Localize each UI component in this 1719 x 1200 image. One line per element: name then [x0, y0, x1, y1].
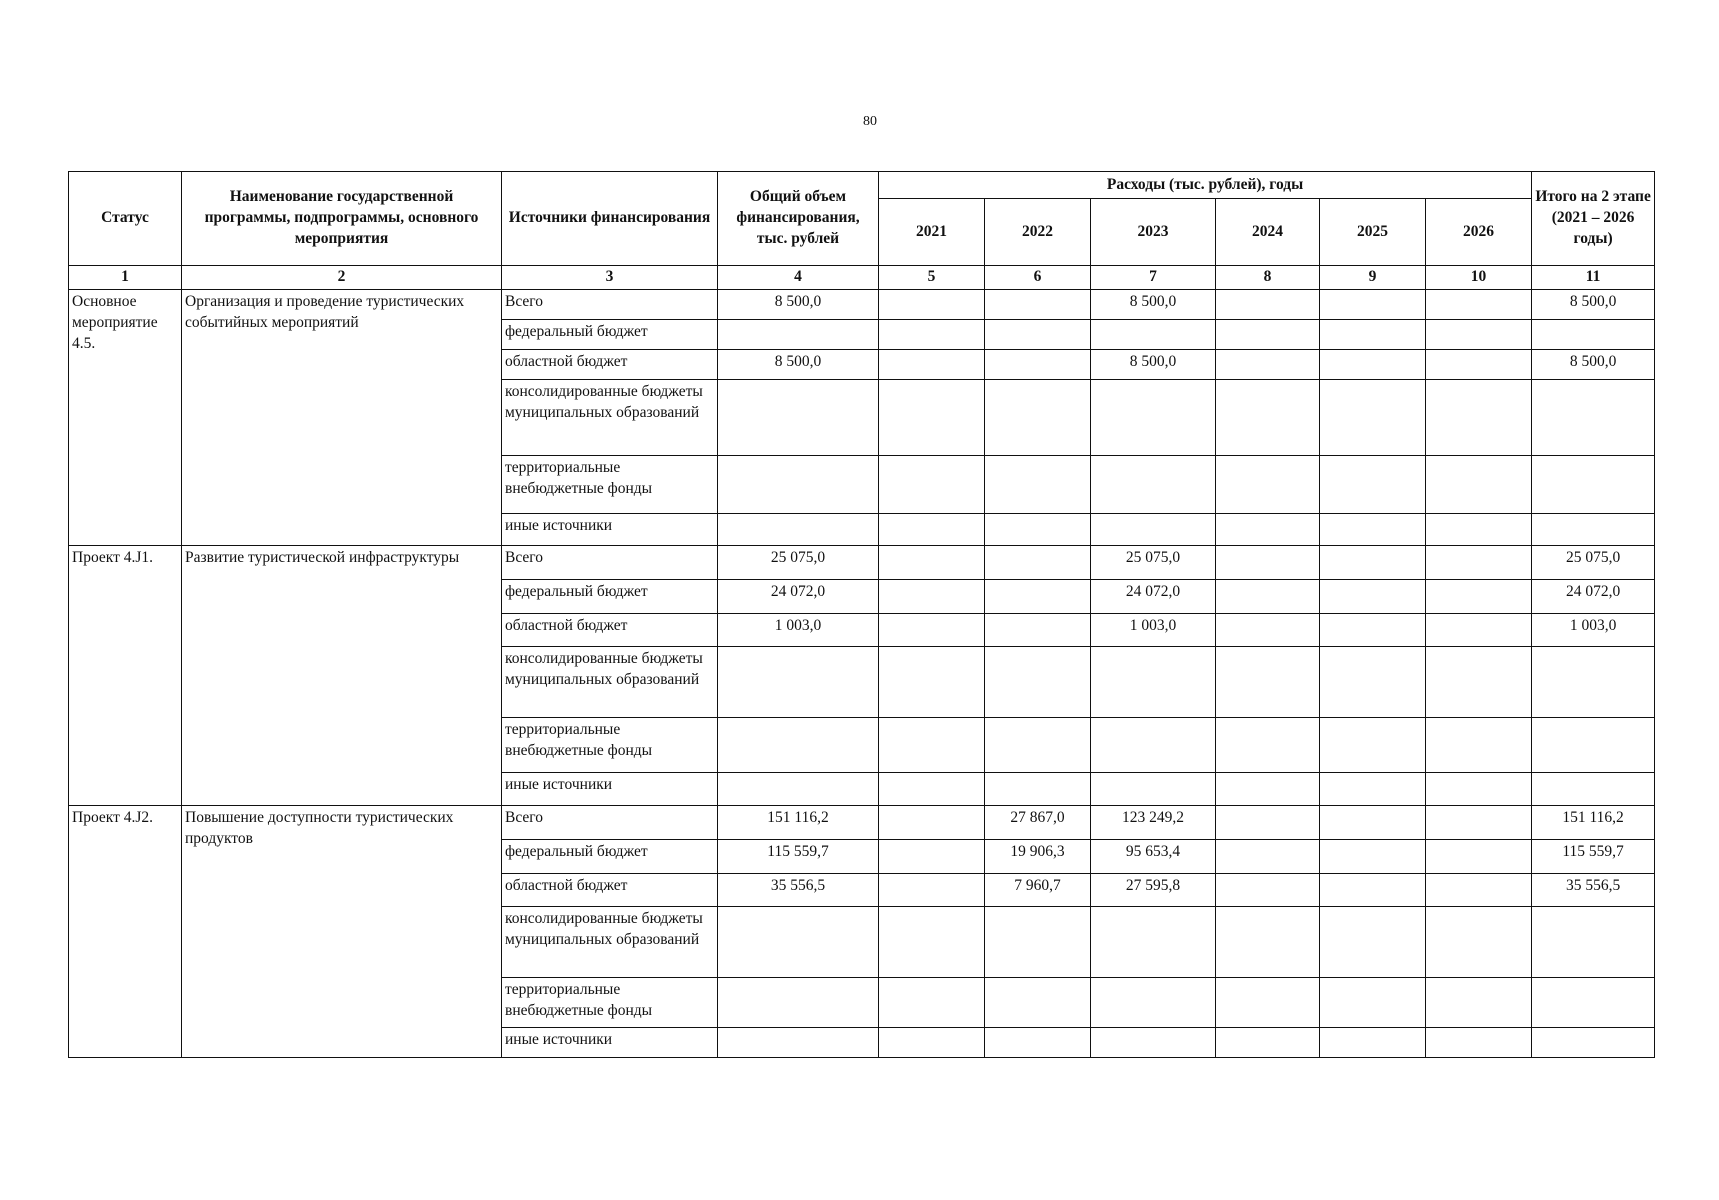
value-cell-stage [1532, 455, 1655, 513]
value-cell-y2022 [985, 349, 1091, 379]
column-number: 8 [1216, 266, 1320, 290]
column-number-row [69, 266, 1655, 290]
value-cell-y2026 [1426, 873, 1532, 906]
value-cell-y2022 [985, 717, 1091, 772]
value-cell-y2023: 24 072,0 [1091, 579, 1216, 613]
value-cell-total: 1 003,0 [718, 613, 879, 646]
value-cell-y2026 [1426, 319, 1532, 349]
value-cell-y2024 [1216, 906, 1320, 977]
value-cell-y2024 [1216, 613, 1320, 646]
value-cell-stage: 115 559,7 [1532, 839, 1655, 873]
value-cell-y2023: 95 653,4 [1091, 839, 1216, 873]
value-cell-y2025 [1320, 579, 1426, 613]
source-cell: областной бюджет [502, 349, 718, 379]
value-cell-y2022 [985, 379, 1091, 455]
column-number: 3 [502, 266, 718, 290]
value-cell-y2021 [879, 873, 985, 906]
source-cell: федеральный бюджет [502, 579, 718, 613]
column-number: 1 [69, 266, 182, 290]
value-cell-y2025 [1320, 646, 1426, 717]
column-number: 9 [1320, 266, 1426, 290]
source-cell: областной бюджет [502, 873, 718, 906]
value-cell-y2021 [879, 513, 985, 545]
value-cell-y2022 [985, 646, 1091, 717]
value-cell-y2024 [1216, 455, 1320, 513]
value-cell-stage [1532, 1027, 1655, 1057]
value-cell-y2024 [1216, 839, 1320, 873]
value-cell-total: 8 500,0 [718, 349, 879, 379]
value-cell-total: 24 072,0 [718, 579, 879, 613]
value-cell-y2021 [879, 379, 985, 455]
value-cell-y2026 [1426, 717, 1532, 772]
source-cell: Всего [502, 289, 718, 319]
value-cell-y2024 [1216, 545, 1320, 579]
value-cell-stage: 8 500,0 [1532, 289, 1655, 319]
program-name-cell: Развитие туристической инфраструктуры [182, 545, 502, 805]
value-cell-y2022 [985, 319, 1091, 349]
value-cell-y2024 [1216, 646, 1320, 717]
value-cell-y2022 [985, 906, 1091, 977]
value-cell-y2023 [1091, 319, 1216, 349]
status-cell: Основное мероприятие 4.5. [69, 289, 182, 545]
value-cell-y2025 [1320, 873, 1426, 906]
value-cell-y2021 [879, 319, 985, 349]
value-cell-total: 25 075,0 [718, 545, 879, 579]
value-cell-y2022: 19 906,3 [985, 839, 1091, 873]
value-cell-total: 151 116,2 [718, 805, 879, 839]
value-cell-stage [1532, 379, 1655, 455]
value-cell-total [718, 772, 879, 805]
value-cell-y2021 [879, 646, 985, 717]
value-cell-y2026 [1426, 545, 1532, 579]
source-cell: областной бюджет [502, 613, 718, 646]
value-cell-y2021 [879, 613, 985, 646]
value-cell-y2023: 123 249,2 [1091, 805, 1216, 839]
value-cell-y2025 [1320, 906, 1426, 977]
value-cell-y2025 [1320, 379, 1426, 455]
table-row [69, 289, 1655, 319]
header-year: 2022 [985, 199, 1091, 266]
value-cell-stage: 35 556,5 [1532, 873, 1655, 906]
value-cell-y2023 [1091, 977, 1216, 1027]
value-cell-total [718, 455, 879, 513]
header-row-top [69, 172, 1655, 199]
value-cell-y2021 [879, 717, 985, 772]
header-year: 2026 [1426, 199, 1532, 266]
value-cell-y2021 [879, 805, 985, 839]
header-expenses-group: Расходы (тыс. рублей), годы [879, 172, 1532, 199]
value-cell-y2023: 25 075,0 [1091, 545, 1216, 579]
value-cell-y2024 [1216, 805, 1320, 839]
source-cell: консолидированные бюджеты муниципальных образований [502, 646, 718, 717]
source-cell: иные источники [502, 1027, 718, 1057]
value-cell-y2025 [1320, 455, 1426, 513]
table-row [69, 545, 1655, 579]
value-cell-y2023: 27 595,8 [1091, 873, 1216, 906]
value-cell-y2021 [879, 1027, 985, 1057]
value-cell-y2024 [1216, 1027, 1320, 1057]
value-cell-y2024 [1216, 319, 1320, 349]
header-year: 2025 [1320, 199, 1426, 266]
value-cell-y2025 [1320, 772, 1426, 805]
value-cell-y2025 [1320, 613, 1426, 646]
value-cell-stage [1532, 906, 1655, 977]
value-cell-y2024 [1216, 349, 1320, 379]
column-number: 4 [718, 266, 879, 290]
header-year: 2023 [1091, 199, 1216, 266]
value-cell-y2021 [879, 349, 985, 379]
value-cell-y2022 [985, 513, 1091, 545]
header-total-volume: Общий объем финансирования, тыс. рублей [718, 172, 879, 266]
value-cell-y2023 [1091, 717, 1216, 772]
value-cell-stage: 1 003,0 [1532, 613, 1655, 646]
program-name-cell: Организация и проведение туристических событийных мероприятий [182, 289, 502, 545]
value-cell-y2024 [1216, 717, 1320, 772]
source-cell: федеральный бюджет [502, 839, 718, 873]
value-cell-y2022 [985, 289, 1091, 319]
value-cell-y2021 [879, 977, 985, 1027]
value-cell-total [718, 513, 879, 545]
value-cell-y2024 [1216, 513, 1320, 545]
header-stage-total: Итого на 2 этапе (2021 – 2026 годы) [1532, 172, 1655, 266]
value-cell-y2023 [1091, 906, 1216, 977]
value-cell-y2021 [879, 545, 985, 579]
value-cell-stage: 25 075,0 [1532, 545, 1655, 579]
value-cell-total: 8 500,0 [718, 289, 879, 319]
source-cell: Всего [502, 805, 718, 839]
value-cell-y2023 [1091, 379, 1216, 455]
value-cell-y2021 [879, 839, 985, 873]
source-cell: консолидированные бюджеты муниципальных образований [502, 379, 718, 455]
value-cell-y2026 [1426, 646, 1532, 717]
value-cell-y2026 [1426, 906, 1532, 977]
header-status: Статус [69, 172, 182, 266]
value-cell-y2024 [1216, 873, 1320, 906]
value-cell-total [718, 717, 879, 772]
value-cell-y2023 [1091, 646, 1216, 717]
value-cell-y2022: 7 960,7 [985, 873, 1091, 906]
value-cell-y2024 [1216, 289, 1320, 319]
table-body [69, 289, 1655, 1057]
value-cell-y2025 [1320, 805, 1426, 839]
value-cell-y2026 [1426, 289, 1532, 319]
page-number: 80 [863, 114, 877, 129]
value-cell-stage [1532, 646, 1655, 717]
source-cell: территориальные внебюджетные фонды [502, 455, 718, 513]
value-cell-y2025 [1320, 289, 1426, 319]
value-cell-y2026 [1426, 839, 1532, 873]
column-number: 6 [985, 266, 1091, 290]
value-cell-stage [1532, 772, 1655, 805]
source-cell: федеральный бюджет [502, 319, 718, 349]
value-cell-y2021 [879, 455, 985, 513]
program-name-cell: Повышение доступности туристических продуктов [182, 805, 502, 1057]
column-number: 2 [182, 266, 502, 290]
value-cell-y2025 [1320, 717, 1426, 772]
value-cell-y2026 [1426, 513, 1532, 545]
source-cell: территориальные внебюджетные фонды [502, 977, 718, 1027]
value-cell-y2021 [879, 772, 985, 805]
value-cell-y2021 [879, 579, 985, 613]
value-cell-y2024 [1216, 579, 1320, 613]
value-cell-total: 115 559,7 [718, 839, 879, 873]
value-cell-total [718, 319, 879, 349]
value-cell-stage [1532, 513, 1655, 545]
value-cell-y2026 [1426, 579, 1532, 613]
value-cell-y2026 [1426, 977, 1532, 1027]
value-cell-y2026 [1426, 1027, 1532, 1057]
column-number: 11 [1532, 266, 1655, 290]
header-sources: Источники финансирования [502, 172, 718, 266]
value-cell-stage: 8 500,0 [1532, 349, 1655, 379]
value-cell-stage: 151 116,2 [1532, 805, 1655, 839]
value-cell-y2026 [1426, 455, 1532, 513]
value-cell-y2024 [1216, 772, 1320, 805]
value-cell-y2023 [1091, 513, 1216, 545]
value-cell-total [718, 1027, 879, 1057]
value-cell-y2023: 1 003,0 [1091, 613, 1216, 646]
value-cell-y2025 [1320, 513, 1426, 545]
value-cell-y2025 [1320, 1027, 1426, 1057]
value-cell-y2026 [1426, 613, 1532, 646]
value-cell-stage [1532, 977, 1655, 1027]
value-cell-stage [1532, 319, 1655, 349]
value-cell-y2026 [1426, 379, 1532, 455]
value-cell-y2025 [1320, 545, 1426, 579]
value-cell-y2022 [985, 579, 1091, 613]
value-cell-y2021 [879, 906, 985, 977]
source-cell: иные источники [502, 772, 718, 805]
header-name: Наименование государственной программы, подпрограммы, основного мероприятия [182, 172, 502, 266]
value-cell-y2025 [1320, 349, 1426, 379]
value-cell-y2023: 8 500,0 [1091, 289, 1216, 319]
value-cell-total [718, 646, 879, 717]
source-cell: иные источники [502, 513, 718, 545]
column-number: 10 [1426, 266, 1532, 290]
value-cell-total [718, 977, 879, 1027]
value-cell-total [718, 379, 879, 455]
source-cell: территориальные внебюджетные фонды [502, 717, 718, 772]
value-cell-y2023 [1091, 772, 1216, 805]
value-cell-total: 35 556,5 [718, 873, 879, 906]
value-cell-y2021 [879, 289, 985, 319]
source-cell: консолидированные бюджеты муниципальных образований [502, 906, 718, 977]
value-cell-y2022 [985, 455, 1091, 513]
column-number: 5 [879, 266, 985, 290]
header-year: 2021 [879, 199, 985, 266]
value-cell-y2022 [985, 772, 1091, 805]
table-row [69, 805, 1655, 839]
value-cell-y2025 [1320, 319, 1426, 349]
column-number: 7 [1091, 266, 1216, 290]
value-cell-y2022 [985, 1027, 1091, 1057]
value-cell-y2026 [1426, 805, 1532, 839]
value-cell-y2025 [1320, 977, 1426, 1027]
value-cell-y2022 [985, 545, 1091, 579]
value-cell-y2023 [1091, 1027, 1216, 1057]
value-cell-y2022: 27 867,0 [985, 805, 1091, 839]
value-cell-y2025 [1320, 839, 1426, 873]
value-cell-y2023 [1091, 455, 1216, 513]
value-cell-y2024 [1216, 379, 1320, 455]
value-cell-stage: 24 072,0 [1532, 579, 1655, 613]
value-cell-y2026 [1426, 772, 1532, 805]
financing-table [68, 171, 1655, 1058]
value-cell-y2024 [1216, 977, 1320, 1027]
source-cell: Всего [502, 545, 718, 579]
status-cell: Проект 4.J1. [69, 545, 182, 805]
value-cell-y2022 [985, 977, 1091, 1027]
status-cell: Проект 4.J2. [69, 805, 182, 1057]
header-year: 2024 [1216, 199, 1320, 266]
value-cell-y2022 [985, 613, 1091, 646]
value-cell-total [718, 906, 879, 977]
value-cell-y2023: 8 500,0 [1091, 349, 1216, 379]
value-cell-y2026 [1426, 349, 1532, 379]
value-cell-stage [1532, 717, 1655, 772]
